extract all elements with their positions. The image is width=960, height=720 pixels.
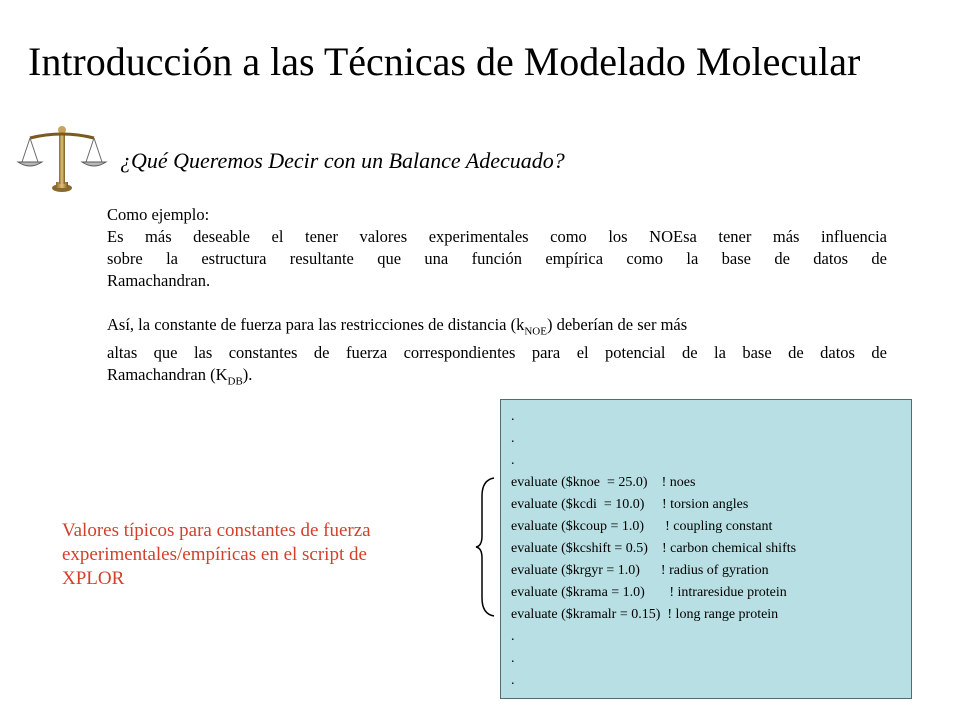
note-line-1: Valores típicos para constantes de fuerza	[62, 520, 371, 541]
paragraph-1-line-3: Ramachandran.	[107, 271, 211, 290]
slide-title: Introducción a las Técnicas de Modelado Molecular	[28, 39, 861, 84]
paragraph-2-line-3-start: Ramachandran (K	[107, 365, 228, 385]
xplor-script-box	[500, 399, 912, 699]
note-line-2: experimentales/empíricas en el script de	[62, 544, 367, 565]
explanation-paragraph	[107, 314, 887, 393]
paragraph-2-line-3	[107, 364, 887, 392]
curly-brace-icon	[474, 476, 496, 618]
code-line: evaluate ($kcshift = 0.5) ! carbon chemical shifts	[511, 541, 797, 556]
paragraph-1-line-1: Es más deseable el tener valores experimentales como los NOEsa tener más influencia	[107, 227, 887, 246]
paragraph-1-line-2: sobre la estructura resultante que una función empírica como la base de datos de	[107, 249, 887, 268]
code-line: .	[511, 453, 515, 468]
slide-subtitle: ¿Qué Queremos Decir con un Balance Adecuado?	[120, 148, 565, 173]
intro-paragraph	[107, 204, 887, 292]
intro-line: Como ejemplo:	[107, 205, 210, 224]
k-db-subscript: DB	[227, 375, 243, 388]
force-constants-note	[62, 519, 462, 591]
code-line: .	[511, 629, 515, 644]
code-line: evaluate ($krama = 1.0) ! intraresidue protein	[511, 585, 787, 600]
paragraph-2-line-1-end: ) deberían de ser más	[546, 315, 688, 334]
body-text	[107, 204, 887, 393]
paragraph-2-line-1-start: Así, la constante de fuerza para las restricciones de distancia (k	[107, 315, 525, 334]
code-line: .	[511, 673, 515, 688]
paragraph-2-line-2: altas que las constantes de fuerza correspondientes para el potencial de la base de datos de	[107, 343, 887, 363]
paragraph-2-line-3-end: ).	[242, 365, 253, 385]
note-line-3: XPLOR	[62, 568, 125, 589]
k-noe-subscript: NOE	[524, 325, 547, 338]
code-line: evaluate ($kramalr = 0.15) ! long range protein	[511, 607, 779, 622]
code-line: evaluate ($krgyr = 1.0) ! radius of gyration	[511, 563, 769, 578]
paragraph-2-line-1	[107, 314, 887, 342]
code-line: evaluate ($kcoup = 1.0) ! coupling constant	[511, 519, 773, 534]
code-line: .	[511, 409, 515, 424]
balance-scale-icon	[14, 120, 110, 196]
code-line: evaluate ($knoe = 25.0) ! noes	[511, 475, 696, 490]
code-line: evaluate ($kcdi = 10.0) ! torsion angles	[511, 497, 749, 512]
code-line: .	[511, 431, 515, 446]
code-line: .	[511, 651, 515, 666]
